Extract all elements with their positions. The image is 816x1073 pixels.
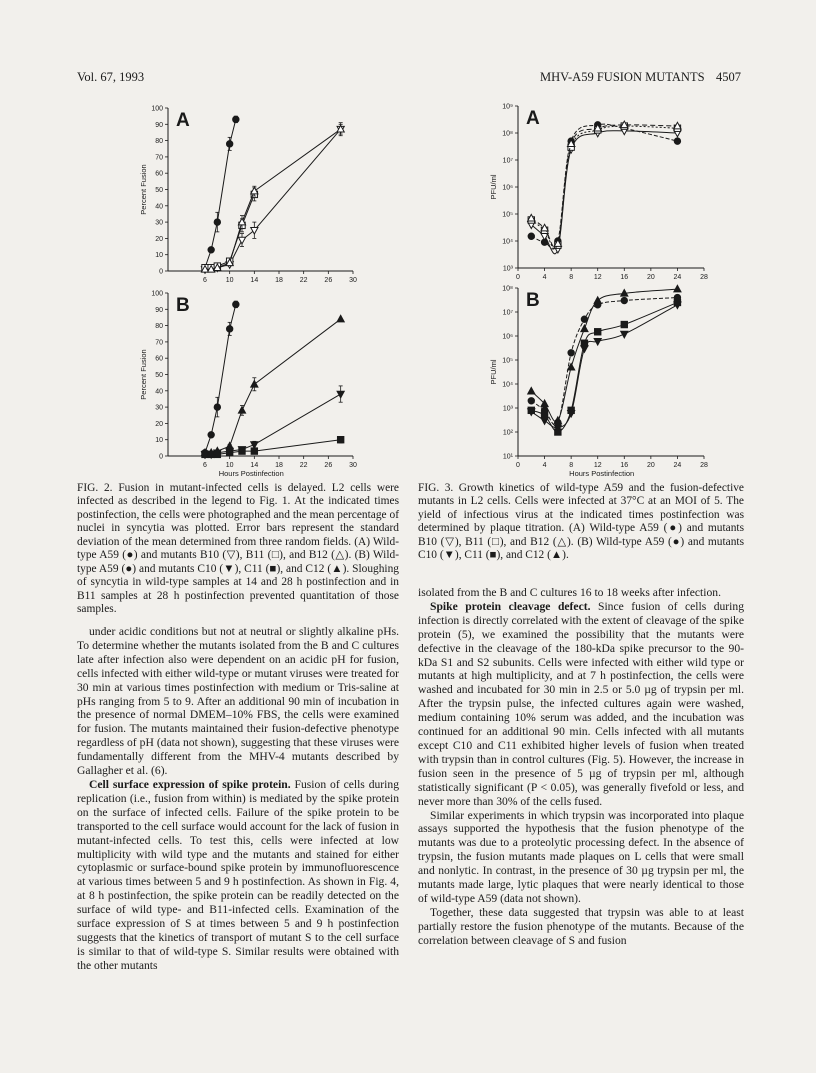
y-tick-label: 20 [155,235,163,243]
paragraph-conclusion: Together, these data suggested that trypsin was able to at least partially restore the fusion phenotype of the mutants. Because of the correlation between cleavage of S and fusion [418,905,744,947]
panel-label: B [526,290,540,311]
series-c12 [201,315,344,455]
series-line [205,129,341,269]
data-point [674,285,681,292]
y-tick-label: 10³ [502,265,513,273]
series-b10 [201,123,344,273]
y-tick-label: 70 [155,154,163,162]
data-point [238,407,245,414]
chart-fig2B [139,291,357,477]
data-point [226,326,232,332]
data-point [568,407,574,413]
series-b11 [528,123,681,249]
x-axis-label: Hours Postinfection [218,469,284,476]
y-tick-label: 10⁴ [502,238,513,246]
x-tick-label: 20 [646,274,655,281]
y-tick-label: 10⁸ [502,130,513,138]
data-point [594,297,601,304]
series-line [531,126,677,249]
series-wild-type-a59 [202,301,239,456]
y-tick-label: 50 [155,372,163,379]
running-head-title: MHV-A59 FUSION MUTANTS [540,70,705,84]
series-line [531,124,677,249]
x-tick-label: 14 [250,462,259,469]
y-tick-label: 10² [502,429,513,437]
page-number: 4507 [716,70,741,84]
y-tick-label: 100 [151,290,163,298]
series-line [531,131,677,254]
y-tick-label: 10⁵ [502,211,513,219]
data-point [226,141,232,147]
x-tick-label: 18 [275,462,283,469]
data-point [251,448,257,454]
series-c11 [202,436,344,457]
series-line [205,129,341,269]
y-axis-label: PFU/ml [489,174,498,200]
x-tick-label: 6 [203,277,207,284]
y-tick-label: 10⁹ [502,103,513,111]
x-tick-label: 28 [700,274,708,281]
x-tick-label: 16 [620,274,629,281]
x-tick-label: 18 [275,277,283,284]
x-tick-label: 12 [593,462,602,469]
data-point [555,429,561,435]
data-point [581,325,588,332]
y-axis-label: Percent Fusion [139,164,148,215]
data-point [581,340,587,346]
y-tick-label: 10⁷ [502,309,513,317]
paragraph-surface-expression: Cell surface expression of spike protein. Fusion of cells during replication (i.e., fusion from within) is mediated by the spike protein on the surface of infected cells. Failure of the spike protein to be transported to the cell surface would account for the lack of fusion in mutant-infected cells. To test this, cells were infected at low multiplicity with wild type and the mutants and stained for either cytoplasmic or surface-bound spike protein by immunofluorescence at various times between 5 and 9 h postinfection. As shown in Fig. 4, at 8 h postinfection, the spike protein can be readily detected on the surface of wild type- and B11-infected cells. Examination of the surface expression of S at times between 5 and 9 h postinfection suggests that the kinetics of transport of mutant S to the cell surface is similar to that of wild-type S. Similar results were obtained with the other mutants [77,777,399,972]
y-tick-label: 40 [155,203,163,211]
series-line [531,125,677,248]
x-tick-label: 26 [324,277,333,284]
data-point [528,398,534,404]
panel-label: A [176,110,190,131]
y-axis-label: Percent Fusion [139,349,148,400]
data-point [208,247,214,253]
section-heading-cleavage-defect: Spike protein cleavage defect. [430,599,591,613]
data-point [541,412,547,418]
data-point [226,442,233,449]
series-line [205,394,341,454]
y-tick-label: 70 [155,339,163,347]
x-axis-label: Hours Postinfection [569,469,635,476]
series-b12 [528,121,681,248]
y-tick-label: 40 [155,388,163,396]
y-tick-label: 10 [155,252,163,260]
chart-fig3A [489,104,708,282]
running-head-volume: Vol. 67, 1993 [77,70,145,84]
series-line [531,289,677,422]
data-point [233,116,239,122]
data-point [674,138,680,144]
x-tick-label: 6 [203,462,207,469]
x-tick-label: 8 [569,462,574,469]
data-point [208,432,214,438]
x-tick-label: 16 [620,462,629,469]
data-point [337,315,344,322]
x-tick-label: 26 [324,462,333,469]
data-point [251,227,258,234]
data-point [528,387,535,394]
section-heading-surface-expression: Cell surface expression of spike protein. [89,777,291,791]
x-tick-label: 12 [593,274,602,281]
y-tick-label: 0 [159,453,163,461]
y-tick-label: 100 [151,105,163,113]
data-point [337,391,344,398]
data-point [251,187,258,194]
data-point [568,350,574,356]
x-tick-label: 28 [700,462,708,469]
series-line [531,302,677,432]
series-b12 [201,124,344,272]
y-tick-label: 80 [155,138,163,146]
panel-label: B [176,295,190,316]
series-c10 [201,386,344,458]
y-tick-label: 10³ [502,405,513,413]
series-line [205,319,341,453]
series-wild-type-a59 [202,116,239,271]
x-tick-label: 4 [542,462,547,469]
x-tick-label: 14 [250,277,259,284]
y-tick-label: 10⁴ [502,381,513,389]
y-tick-label: 20 [155,420,163,428]
series-wild-type-a59 [528,122,681,249]
y-tick-label: 10¹ [502,453,513,461]
data-point [226,450,232,456]
x-tick-label: 0 [516,462,520,469]
series-b10 [528,128,681,254]
x-tick-label: 22 [299,277,308,284]
y-tick-label: 90 [155,121,163,129]
x-tick-label: 22 [299,462,308,469]
y-tick-label: 60 [155,355,163,363]
chart-fig3B [489,285,708,476]
y-tick-label: 10⁶ [502,333,513,341]
x-tick-label: 4 [542,274,547,281]
y-tick-label: 30 [155,219,163,227]
y-tick-label: 80 [155,323,163,331]
figure-2 [120,96,360,476]
x-tick-label: 30 [349,462,357,469]
series-wild-type-a59 [528,294,681,425]
data-point [214,219,220,225]
panel-label: A [526,108,540,129]
y-tick-label: 10⁸ [502,285,513,293]
paragraph-continued: isolated from the B and C cultures 16 to 18 weeks after infection. [418,586,721,599]
x-tick-label: 24 [673,274,682,281]
paragraph-ph-dependence: under acidic conditions but not at neutral or slightly alkaline pHs. To determine whether the mutants isolated from the B and C cultures late after infection also were dependent on an acidic pH for fusion, cells infected with either wild-type or mutant viruses were treated for 30 min at various times postinfection with medium or Tris-saline at pHs ranging from 5 to 9. After an additional 90 min of incubation in the presence of normal DMEM–10% FBS, the cells were examined for fusion. The mutants maintained their fusion-defective phenotype regardless of pH (data not shown), suggesting that these viruses were fundamentally different from the MHV-4 mutants described by Gallagher et al. (6). [77,625,399,778]
y-tick-label: 60 [155,170,163,178]
data-point [621,331,628,338]
x-tick-label: 30 [349,277,357,284]
data-point [528,407,534,413]
series-line [531,305,677,428]
data-point [674,299,680,305]
data-point [337,437,343,443]
x-tick-label: 10 [225,462,234,469]
x-tick-label: 24 [673,462,682,469]
y-tick-label: 10 [155,437,163,445]
data-point [621,321,627,327]
y-tick-label: 30 [155,404,163,412]
series-c12 [528,285,681,423]
x-tick-label: 10 [225,277,234,284]
figure-3-caption: FIG. 3. Growth kinetics of wild-type A59 and the fusion-defective mutants in L2 cells. Cells were infected at 37°C at an MOI of 5. The yield of infectious virus at the indicated times postinfection was determined by plaque titration. (A) Wild-type A59 (●) and mutants B10 (▽), B11 (□), and B12 (△). (B) Wild-type A59 (●) and mutants C10 (▼), C11 (■), and C12 (▲). [418,482,744,562]
x-tick-label: 8 [569,274,574,281]
data-point [528,233,534,239]
x-tick-label: 20 [646,462,655,469]
x-tick-label: 0 [516,274,520,281]
y-tick-label: 10⁷ [502,157,513,165]
y-tick-label: 90 [155,306,163,314]
paragraph-plaque-assay: Similar experiments in which trypsin was incorporated into plaque assays supported the hypothesis that the fusion phenotype of the mutants was due to a proteolytic processing defect. In the absence of trypsin, the fusion mutants made plaques on L cells that were small and nonlytic. In contrast, in the presence of 30 µg trypsin per ml, the mutants made large, lytic plaques that were nearly identical to those of wild-type A59 (data not shown). [418,808,744,905]
y-tick-label: 50 [155,187,163,194]
chart-fig2A [139,106,357,285]
series-line [205,194,254,267]
data-point [595,329,601,335]
y-tick-label: 10⁶ [502,184,513,192]
series-c10 [528,302,681,432]
data-point [239,448,245,454]
y-tick-label: 10⁵ [502,357,513,365]
figure-2-caption: FIG. 2. Fusion in mutant-infected cells is delayed. L2 cells were infected as described in the legend to Fig. 1. At the indicated times postinfection, the cells were photographed and the mean percentage of nuclei in syncytia was plotted. Error bars represent the standard deviation of the mean determined from three random fields. (A) Wild-type A59 (●) and mutants B10 (▽), B11 (□), and B12 (△). (B) Wild-type A59 (●) and mutants C10 (▼), C11 (■), and C12 (▲). Sloughing of syncytia in wild-type samples at 14 and 28 h postinfection and in B11 samples at 28 h postinfection prevented quantitation of those samples. [77,482,399,616]
data-point [238,237,245,244]
right-column-text [418,586,744,948]
data-point [233,301,239,307]
data-point [251,380,258,387]
paragraph-cleavage-defect: Spike protein cleavage defect. Since fusion of cells during infection is directly correlated with the extent of cleavage of the spike protein (5), we examined the possibility that the mutants were defective in the cleavage of the 180-kDa spike precursor to the 90-kDa S1 and S2 subunits. Cells were infected with either wild type or mutants at high multiplicity, and at 7 h postinfection, the cells were washed and incubated for 30 min in 2.5 or 5.0 µg of trypsin per ml. After the trypsin pulse, the infected cultures again were washed, medium containing 10% serum was added, and the incubation was continued for an additional 90 min. Cells infected with all mutants except C10 and C11 exhibited higher levels of fusion when treated with trypsin than in control cultures (Fig. 5). However, the increase in fusion seen in the presence of 5 µg of trypsin per ml, although statistically significant (P < 0.05), was generally fivefold or less, and never more than 30% of the cells fused. [418,599,744,808]
data-point [621,297,627,303]
data-point [214,404,220,410]
figure-3 [470,96,720,476]
left-column-text [77,625,399,973]
y-axis-label: PFU/ml [489,359,498,385]
y-tick-label: 0 [159,268,163,276]
